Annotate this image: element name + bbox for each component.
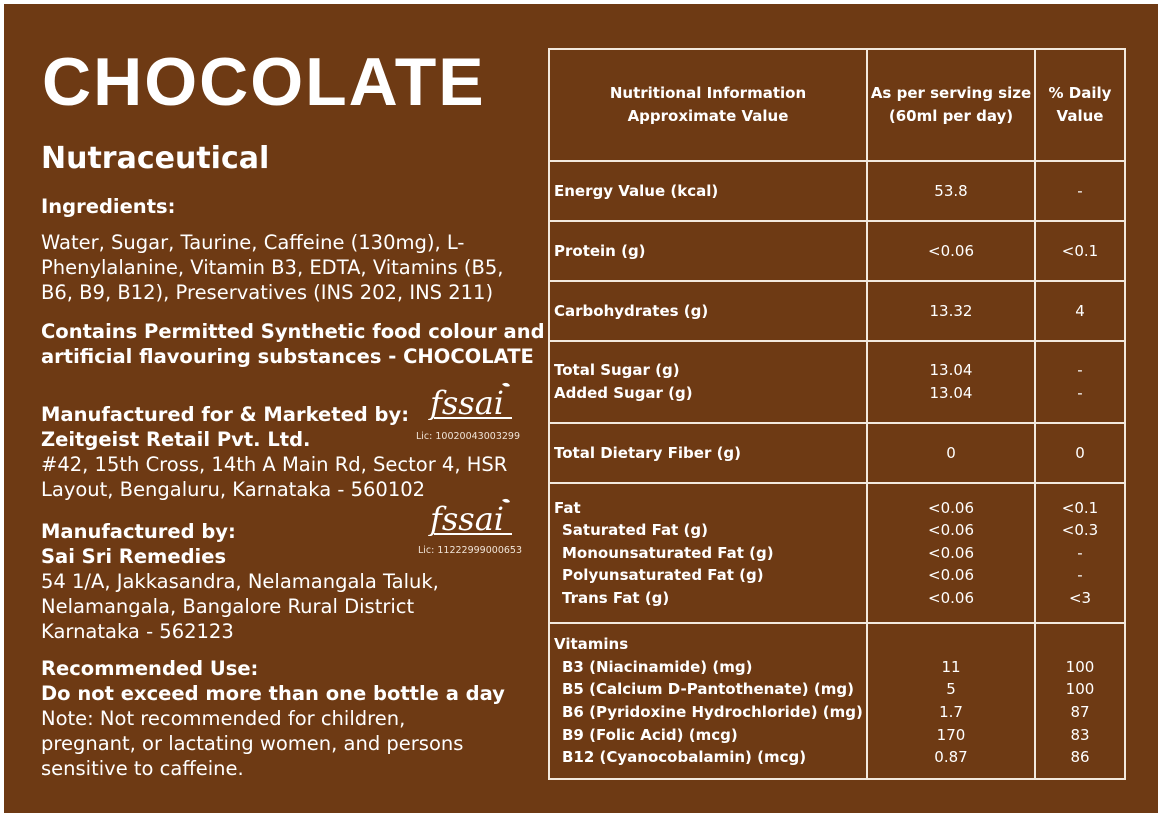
product-label	[4, 4, 1158, 813]
ingredients-line: Phenylalanine, Vitamin B3, EDTA, Vitamins (B5,	[41, 256, 504, 279]
sub-label: B12 (Cyanocobalamin) (mcg)	[562, 748, 807, 767]
sub-value: <0.06	[928, 566, 974, 585]
manufacturer-address-line: Nelamangala, Bangalore Rural District	[41, 595, 415, 618]
row-value: <0.06	[867, 221, 1035, 281]
recommended-note-line: sensitive to caffeine.	[41, 757, 244, 780]
row-label	[549, 483, 867, 623]
row-dv: -	[1035, 161, 1125, 221]
sub-dv: 86	[1070, 748, 1090, 767]
recommended-instruction: Do not exceed more than one bottle a day	[41, 682, 505, 705]
row-dv	[1035, 483, 1125, 623]
sub-dv: -	[1077, 384, 1083, 402]
recommended-heading: Recommended Use:	[41, 657, 259, 680]
ingredients-line: Water, Sugar, Taurine, Caffeine (130mg), L-	[41, 231, 465, 254]
table-header-row	[549, 49, 1125, 161]
sub-dv: 87	[1070, 703, 1090, 721]
row-label: Protein (g)	[549, 221, 867, 281]
manufacturer-license: Lic: 11222999000653	[418, 545, 522, 556]
header-daily-value	[1035, 49, 1125, 161]
table-row	[549, 623, 1125, 779]
sub-value: 0.87	[934, 748, 968, 767]
sub-label: Trans Fat (g)	[562, 588, 670, 607]
manufacturer-heading: Manufactured by:	[41, 520, 236, 543]
sub-dv: -	[1077, 361, 1083, 380]
manufacturer-block	[41, 519, 439, 644]
marketer-address-line: Layout, Bengaluru, Karnataka - 560102	[41, 478, 426, 501]
header-line: (60ml per day)	[888, 107, 1014, 125]
table-row	[549, 281, 1125, 341]
sub-value: 1.7	[939, 703, 963, 721]
fssai-logo-icon	[424, 380, 519, 420]
sub-value: 13.04	[929, 384, 973, 402]
sub-value: <0.06	[928, 543, 974, 562]
sub-dv: <0.3	[1061, 521, 1099, 540]
sub-label: Saturated Fat (g)	[562, 521, 708, 540]
sub-label: B6 (Pyridoxine Hydrochloride) (mg)	[562, 703, 863, 721]
table-row	[549, 423, 1125, 483]
header-nutrient	[549, 49, 867, 161]
manufacturer-name: Sai Sri Remedies	[41, 545, 227, 568]
header-line: Value	[1056, 107, 1104, 125]
sub-label: Polyunsaturated Fat (g)	[562, 566, 764, 585]
ingredients-heading: Ingredients:	[41, 195, 176, 218]
sub-value: 13.04	[929, 361, 973, 380]
header-serving	[867, 49, 1035, 161]
recommended-note-line: pregnant, or lactating women, and persons	[41, 732, 464, 755]
product-subtitle: Nutraceutical	[41, 141, 270, 176]
marketer-name: Zeitgeist Retail Pvt. Ltd.	[41, 428, 311, 451]
header-line: Approximate Value	[627, 107, 789, 125]
recommended-use-block	[41, 656, 505, 781]
sub-dv: <3	[1068, 588, 1092, 607]
row-dv: 0	[1035, 423, 1125, 483]
sub-value: <0.06	[928, 521, 974, 540]
row-value	[867, 341, 1035, 423]
sub-dv: -	[1077, 543, 1083, 562]
row-dv	[1035, 341, 1125, 423]
sub-label: B3 (Niacinamide) (mg)	[562, 657, 753, 676]
colour-notice	[41, 319, 545, 369]
row-dv: <0.1	[1035, 221, 1125, 281]
sub-label: B9 (Folic Acid) (mcg)	[562, 725, 738, 744]
vitamins-heading: Vitamins	[554, 635, 629, 654]
row-dv: 4	[1035, 281, 1125, 341]
ingredients-line: B6, B9, B12), Preservatives (INS 202, INS 211)	[41, 281, 494, 304]
table-row	[549, 341, 1125, 423]
table-row	[549, 483, 1125, 623]
row-label: Total Dietary Fiber (g)	[549, 423, 867, 483]
sub-value: 5	[946, 680, 956, 699]
sub-label: Total Sugar (g)	[554, 361, 680, 380]
row-label: Energy Value (kcal)	[549, 161, 867, 221]
sub-value: <0.06	[928, 588, 974, 607]
header-line: % Daily	[1048, 84, 1112, 102]
sub-dv: 83	[1070, 725, 1090, 744]
colour-notice-line: artificial flavouring substances - CHOCOLATE	[41, 345, 534, 368]
row-value: 53.8	[867, 161, 1035, 221]
fssai-logo-text: fssai	[430, 384, 504, 420]
sub-label: Monounsaturated Fat (g)	[562, 543, 774, 562]
row-value	[867, 623, 1035, 779]
sub-label: Fat	[554, 498, 581, 517]
sub-dv: 100	[1065, 680, 1095, 699]
sub-label: B5 (Calcium D-Pantothenate) (mg)	[562, 680, 854, 699]
header-line: As per serving size	[870, 84, 1032, 102]
ingredients-list	[41, 230, 503, 305]
table-row	[549, 221, 1125, 281]
marketer-address-line: #42, 15th Cross, 14th A Main Rd, Sector 4, HSR	[41, 453, 508, 476]
sub-value: 11	[941, 657, 961, 676]
sub-dv: <0.1	[1061, 498, 1099, 517]
product-title: CHOCOLATE	[42, 44, 486, 120]
manufacturer-address-line: 54 1/A, Jakkasandra, Nelamangala Taluk,	[41, 570, 439, 593]
row-value	[867, 483, 1035, 623]
sub-dv: -	[1077, 566, 1083, 585]
colour-notice-line: Contains Permitted Synthetic food colour and	[41, 320, 545, 343]
row-label	[549, 341, 867, 423]
manufacturer-address-line: Karnataka - 562123	[41, 620, 234, 643]
row-dv	[1035, 623, 1125, 779]
fssai-logo-icon	[424, 496, 519, 536]
marketer-license: Lic: 10020043003299	[416, 431, 520, 442]
marketer-heading: Manufactured for & Marketed by:	[41, 403, 410, 426]
table-row	[549, 161, 1125, 221]
recommended-note-line: Note: Not recommended for children,	[41, 707, 406, 730]
sub-value: <0.06	[928, 498, 974, 517]
row-label: Carbohydrates (g)	[549, 281, 867, 341]
header-line: Nutritional Information	[609, 84, 807, 102]
row-label	[549, 623, 867, 779]
nutrition-table	[548, 48, 1126, 780]
sub-dv: 100	[1065, 657, 1095, 676]
row-value: 13.32	[867, 281, 1035, 341]
fssai-logo-text: fssai	[430, 500, 504, 536]
row-value: 0	[867, 423, 1035, 483]
sub-label: Added Sugar (g)	[554, 384, 693, 402]
sub-value: 170	[936, 725, 966, 744]
